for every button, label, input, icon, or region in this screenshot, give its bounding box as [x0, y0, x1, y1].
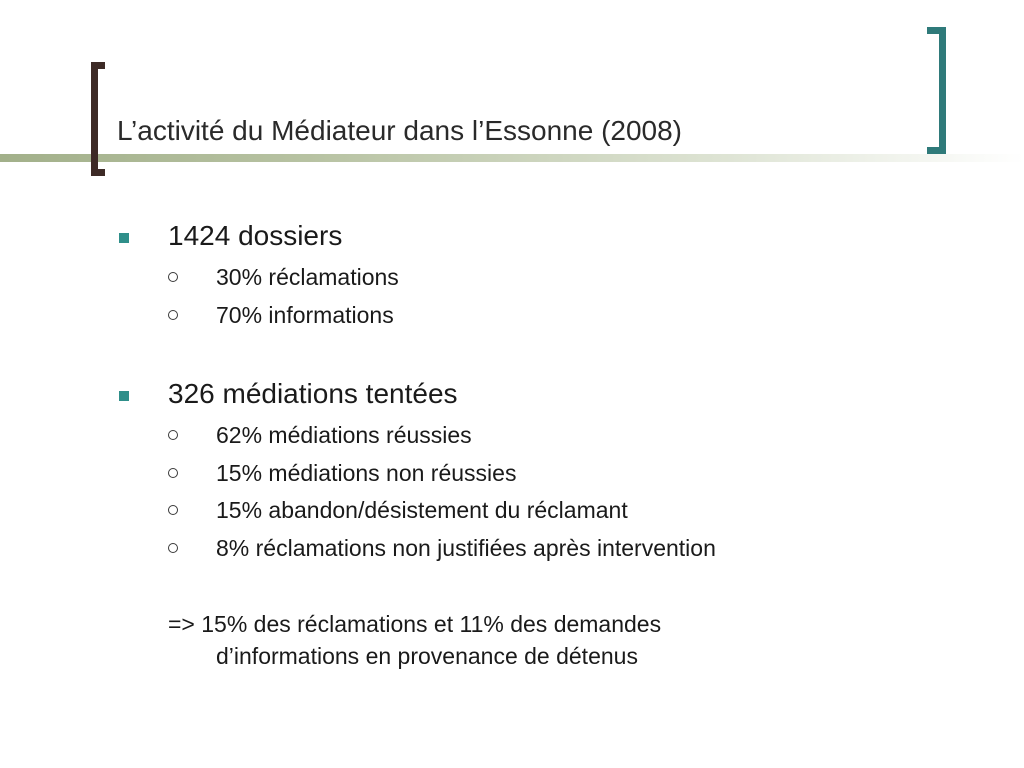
note-line-2: d’informations en provenance de détenus	[216, 643, 638, 669]
note-line-1: => 15% des réclamations et 11% des demandes	[168, 611, 662, 637]
circle-bullet-icon	[168, 468, 178, 478]
list-item: 62% médiations réussies	[216, 422, 472, 448]
list-item: 70% informations	[216, 302, 394, 328]
circle-bullet-icon	[168, 272, 178, 282]
section-heading: 1424 dossiers	[168, 220, 343, 251]
square-bullet-icon	[119, 391, 129, 401]
list-item: 30% réclamations	[216, 264, 399, 290]
square-bullet-icon	[119, 233, 129, 243]
list-item: 8% réclamations non justifiées après intervention	[216, 535, 716, 561]
slide-title: L’activité du Médiateur dans l’Essonne (2008)	[117, 115, 683, 146]
circle-bullet-icon	[168, 430, 178, 440]
circle-bullet-icon	[168, 543, 178, 553]
conclusion-note	[168, 608, 808, 672]
circle-bullet-icon	[168, 505, 178, 515]
list-item: 15% médiations non réussies	[216, 460, 517, 486]
section-heading: 326 médiations tentées	[168, 378, 458, 409]
list-item: 15% abandon/désistement du réclamant	[216, 497, 628, 523]
circle-bullet-icon	[168, 310, 178, 320]
